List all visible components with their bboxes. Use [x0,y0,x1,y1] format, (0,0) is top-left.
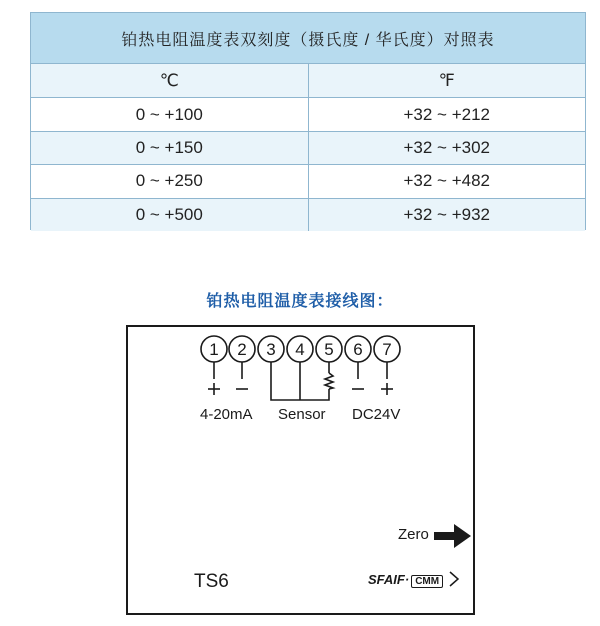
current-label: 4-20mA [200,406,253,423]
terminal-number: 7 [382,340,392,359]
celsius-range: 0 ~ +500 [135,204,203,224]
zero-arrow [434,524,471,548]
brand-emblem [450,572,458,586]
terminal-number: 4 [295,340,305,359]
celsius-range: 0 ~ +150 [135,137,203,157]
header-fahrenheit: ℉ [308,64,586,97]
brand-mark: CMM [411,575,443,588]
conversion-table [30,12,586,230]
fahrenheit-range: +32 ~ +212 [308,98,586,130]
zero-label: Zero [398,526,429,543]
table-row [31,198,585,231]
table-title: 铂热电阻温度表双刻度（摄氏度 / 华氏度）对照表 [31,13,585,64]
fahrenheit-range: +32 ~ +932 [308,199,586,231]
sensor-label: Sensor [278,406,326,423]
terminal-number: 2 [237,340,247,359]
brand-name: SFAIF [368,572,405,587]
model-label: TS6 [194,571,229,592]
terminal-number: 5 [324,340,334,359]
celsius-range: 0 ~ +250 [135,171,203,191]
table-header-row [31,64,585,97]
brand-logo: SFAIF· CMM [368,572,443,587]
terminal-number: 3 [266,340,276,359]
terminal-number: 1 [209,340,219,359]
power-label: DC24V [352,406,401,423]
terminal-number: 6 [353,340,363,359]
resistor-symbol [325,373,333,389]
celsius-range: 0 ~ +100 [135,104,203,124]
fahrenheit-range: +32 ~ +302 [308,132,586,164]
wiring-diagram [126,325,475,615]
wiring-heading: 铂热电阻温度表接线图： [206,293,394,310]
header-celsius: ℃ [159,70,179,90]
fahrenheit-range: +32 ~ +482 [308,165,586,197]
wiring-drawing [128,327,473,613]
table-row [31,131,585,164]
table-row [31,164,585,197]
table-row [31,97,585,130]
